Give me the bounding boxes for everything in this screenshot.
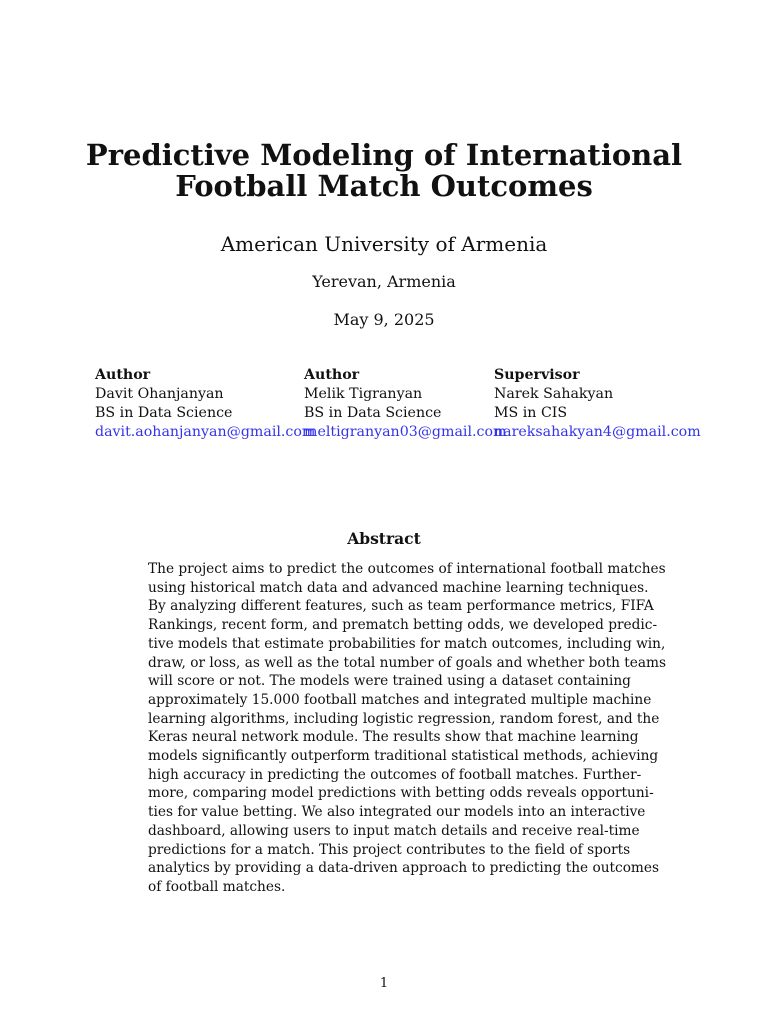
- author-1-degree: BS in Data Science: [95, 405, 233, 421]
- university: American University of Armenia: [220, 232, 548, 256]
- paper-title: [0, 140, 768, 202]
- author-2-degree: BS in Data Science: [304, 405, 442, 421]
- supervisor-role: Supervisor: [494, 367, 580, 383]
- page-number: 1: [379, 976, 389, 991]
- author-2-email-link[interactable]: meltigranyan03@gmail.com: [304, 424, 507, 440]
- abstract-line: learning algorithms, including logistic regression, random forest, and the: [148, 710, 660, 727]
- abstract-heading: Abstract: [347, 529, 421, 548]
- author-2: [304, 366, 506, 442]
- abstract-line: will score or not. The models were trained using a dataset containing: [148, 673, 631, 690]
- abstract-line: Rankings, recent form, and prematch betting odds, we developed predic-: [148, 617, 658, 634]
- abstract-line: more, comparing model predictions with betting odds reveals opportuni-: [148, 785, 654, 802]
- abstract-line: dashboard, allowing users to input match details and receive real-time: [148, 822, 640, 839]
- author-2-role: Author: [304, 367, 360, 383]
- abstract-line: Keras neural network module. The results show that machine learning: [148, 729, 639, 746]
- supervisor-degree: MS in CIS: [494, 405, 568, 421]
- abstract-line: of football matches.: [148, 878, 286, 895]
- paper-title-line-1: Predictive Modeling of International: [85, 138, 683, 172]
- abstract-line: analytics by providing a data-driven approach to predicting the outcomes: [148, 860, 660, 877]
- supervisor-email-link[interactable]: nareksahakyan4@gmail.com: [494, 424, 701, 440]
- author-1: [95, 366, 315, 442]
- author-1-email-link[interactable]: davit.aohanjanyan@gmail.com: [95, 424, 316, 440]
- author-2-name: Melik Tigranyan: [304, 386, 423, 402]
- supervisor-name: Narek Sahakyan: [494, 386, 614, 402]
- abstract-line: predictions for a match. This project contributes to the field of sports: [148, 841, 631, 858]
- abstract-line: ties for value betting. We also integrated our models into an interactive: [148, 804, 646, 821]
- abstract-line: approximately 15.000 football matches and integrated multiple machine: [148, 691, 652, 708]
- abstract-line: draw, or loss, as well as the total number of goals and whether both teams: [148, 654, 667, 671]
- abstract-line: tive models that estimate probabilities for match outcomes, including win,: [148, 635, 666, 652]
- date: May 9, 2025: [333, 310, 435, 329]
- abstract-line: By analyzing different features, such as team performance metrics, FIFA: [148, 598, 654, 615]
- author-1-role: Author: [95, 367, 151, 383]
- abstract-body: [148, 560, 667, 897]
- location: Yerevan, Armenia: [312, 272, 456, 291]
- abstract-line: high accuracy in predicting the outcomes of football matches. Further-: [148, 766, 642, 783]
- author-1-name: Davit Ohanjanyan: [95, 386, 224, 402]
- abstract-line: using historical match data and advanced machine learning techniques.: [148, 579, 649, 596]
- abstract-line: models significantly outperform traditional statistical methods, achieving: [148, 748, 659, 765]
- supervisor: [494, 366, 701, 442]
- paper-title-line-2: Football Match Outcomes: [175, 169, 593, 203]
- abstract-line: The project aims to predict the outcomes of international football matches: [148, 561, 666, 577]
